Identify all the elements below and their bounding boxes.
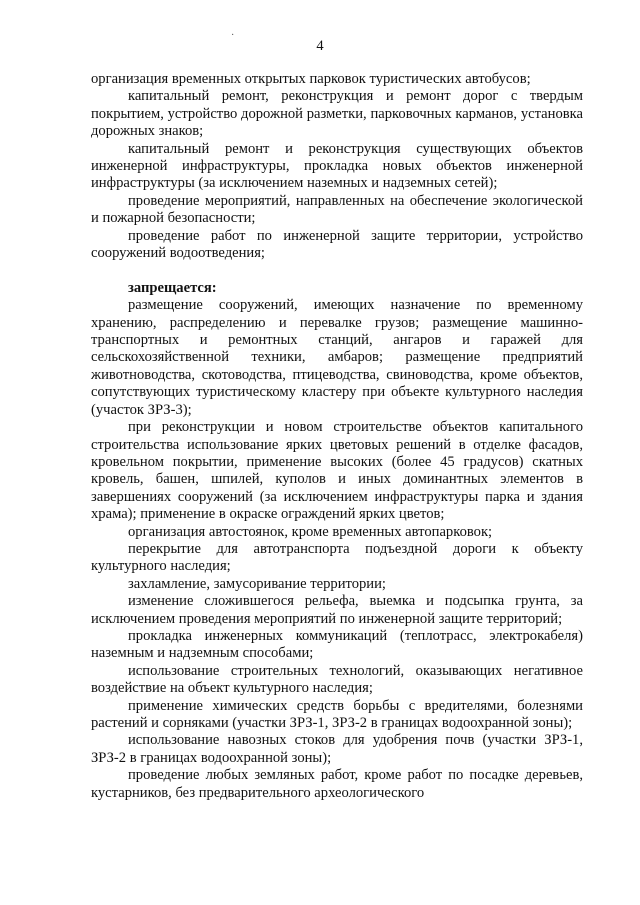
paragraph: организация временных открытых парковок туристических автобусов;: [91, 71, 531, 87]
prohibited-item: захламление, замусоривание территории;: [128, 575, 386, 592]
prohibited-item: проведение любых земляных работ, кроме работ по посадке деревьев, кустарников, без предварительного археологического: [91, 767, 583, 801]
prohibited-item: прокладка инженерных коммуникаций (теплотрасс, электрокабеля) наземным и надземным способами;: [91, 627, 583, 662]
spacer: [91, 262, 583, 279]
paragraph: проведение работ по инженерной защите территории, устройство сооружений водоотведения;: [91, 227, 583, 262]
document-body: [91, 71, 583, 802]
prohibited-item: изменение сложившегося рельефа, выемка и подсыпка грунта, за исключением проведения мероприятий по инженерной защите территорий;: [91, 593, 583, 627]
prohibited-item: организация автостоянок, кроме временных автопарковок;: [128, 523, 493, 540]
section-heading: запрещается:: [128, 279, 217, 296]
scan-mark: ·: [231, 30, 235, 41]
page-number: 4: [316, 38, 324, 54]
paragraph: капитальный ремонт и реконструкция существующих объектов инженерной инфраструктуры, прокладка новых объектов инженерной инфраструктуры (за исключением наземных и надземных сетей);: [91, 140, 583, 192]
prohibited-item: использование строительных технологий, оказывающих негативное воздействие на объект культурного наследия;: [91, 662, 583, 697]
prohibited-item: при реконструкции и новом строительстве объектов капитального строительства использование ярких цветовых решений в отделке фасадов, кровельном покрытии, применение высоких (более 45 градусов) скатных кровель, башен, шпилей, куполов и иных доминантных элементов в завершениях сооружений (за исключением инфраструктуры парка и здания храма); применение в окраске ограждений ярких цветов;: [91, 419, 583, 523]
prohibited-item: размещение сооружений, имеющих назначение по временному хранению, распределению и перевалке грузов; размещение машинно-транспортных и ремонтных станций, ангаров и гаражей для сельскохозяйственной техники, амбаров; размещение предприятий животноводства, скотоводства, птицеводства, свиноводства, кроме объектов, сопутствующих туристическому кластеру при объекте культурного наследия (участок ЗРЗ-3);: [91, 297, 583, 418]
paragraph: капитальный ремонт, реконструкция и ремонт дорог с твердым покрытием, устройство дорожной разметки, парковочных карманов, установка дорожных знаков;: [91, 88, 583, 140]
paragraph: проведение мероприятий, направленных на обеспечение экологической и пожарной безопасности;: [91, 192, 583, 227]
prohibited-item: использование навозных стоков для удобрения почв (участки ЗРЗ-1, ЗРЗ-2 в границах водоохранной зоны);: [91, 732, 583, 766]
prohibited-item: применение химических средств борьбы с вредителями, болезнями растений и сорняками (участки ЗРЗ-1, ЗРЗ-2 в границах водоохранной зоны);: [91, 697, 583, 732]
prohibited-item: перекрытие для автотранспорта подъездной дороги к объекту культурного наследия;: [91, 540, 583, 575]
